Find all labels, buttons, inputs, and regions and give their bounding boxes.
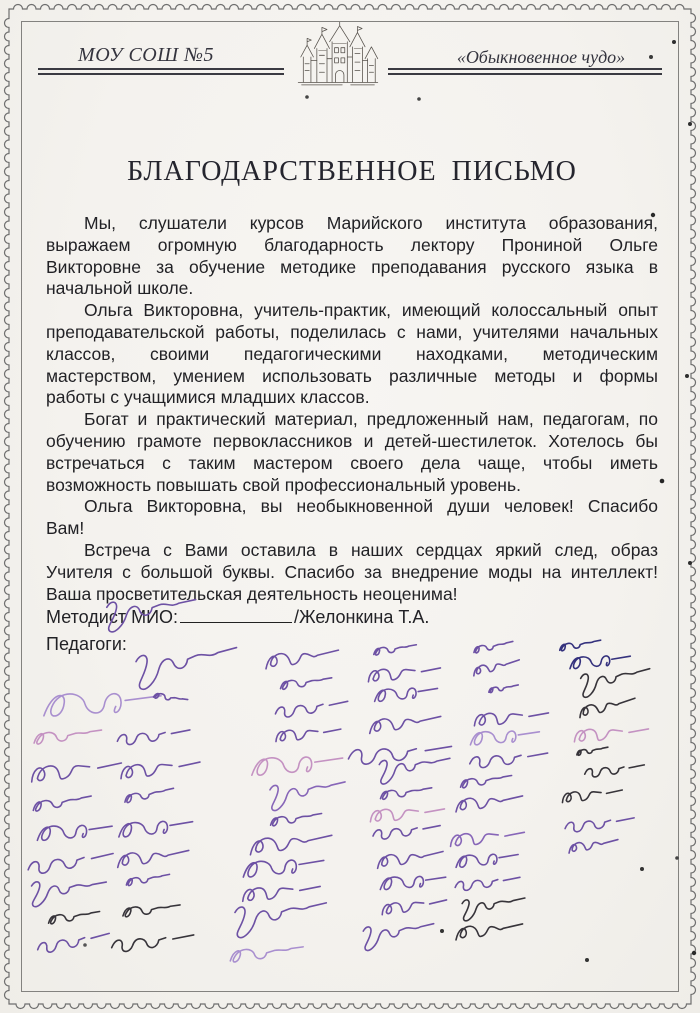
- letter-body: [46, 213, 658, 605]
- methodist-line: [46, 604, 429, 631]
- paragraph-2: [46, 300, 658, 409]
- text-line: работы с учащимися младших классов.: [46, 387, 370, 408]
- text-line: Встреча с Вами оставила в наших сердцах яркий след, образ: [84, 539, 658, 560]
- text-line: Мы, слушатели курсов Марийского института образования,: [84, 213, 658, 233]
- text-line: обучению грамоте первоклассников и детей-шестилеток. Хотелось бы: [46, 430, 658, 451]
- signature-blank-line: [180, 608, 292, 623]
- paragraph-1: [46, 213, 658, 300]
- text-line: Вам!: [46, 518, 85, 539]
- text-line: выражаем огромную благодарность лектору Прониной Ольге: [46, 234, 658, 255]
- text-line: встречаться с таким мастером своего дела чаще, чтобы иметь: [46, 452, 658, 473]
- methodist-name: /Желонкина Т.А.: [294, 607, 430, 627]
- header-school-name: МОУ СОШ №5: [78, 44, 214, 66]
- methodist-role-label: Методист МИО:: [46, 607, 179, 627]
- text-line: Ольга Викторовна, учитель-практик, имеющий колоссальный опыт: [84, 300, 658, 321]
- scan-speck-dots: [0, 0, 2, 2]
- text-line: Учителя с большой буквы. Спасибо за внедрение моды на интеллект!: [46, 561, 658, 582]
- header-school-motto: «Обыкновенное чудо»: [456, 47, 626, 67]
- text-line: классов, своими педагогическими находками, методическим: [46, 343, 658, 364]
- text-line: преподавательской работы, поделилась с нами, учителями начальных: [46, 321, 658, 342]
- paragraph-5: [46, 540, 658, 605]
- teachers-label: Педагоги:: [46, 634, 127, 654]
- text-line: Ваша просветительская деятельность неоценима!: [46, 583, 458, 604]
- letter-title: БЛАГОДАРСТВЕННОЕ ПИСЬМО: [127, 156, 577, 187]
- paragraph-3: [46, 409, 658, 496]
- header-rule-left: [38, 68, 284, 75]
- text-line: возможность повышать свой профессиональный уровень.: [46, 474, 521, 495]
- text-line: Богат и практический материал, предложенный нам, педагогам, по: [84, 409, 658, 430]
- header-rule-right: [388, 68, 662, 75]
- text-line: Викторовне за обучение методике преподавания русского языка в: [46, 256, 658, 277]
- signoff-block: [46, 604, 429, 658]
- text-line: мастерством, умением использовать различные методы и формы: [46, 365, 658, 386]
- paragraph-4: [46, 496, 658, 540]
- text-line: Ольга Викторовна, вы необыкновенной души человек! Спасибо: [84, 496, 658, 517]
- text-line: начальной школе.: [46, 278, 194, 299]
- school-emblem-castle-icon: [283, 18, 393, 96]
